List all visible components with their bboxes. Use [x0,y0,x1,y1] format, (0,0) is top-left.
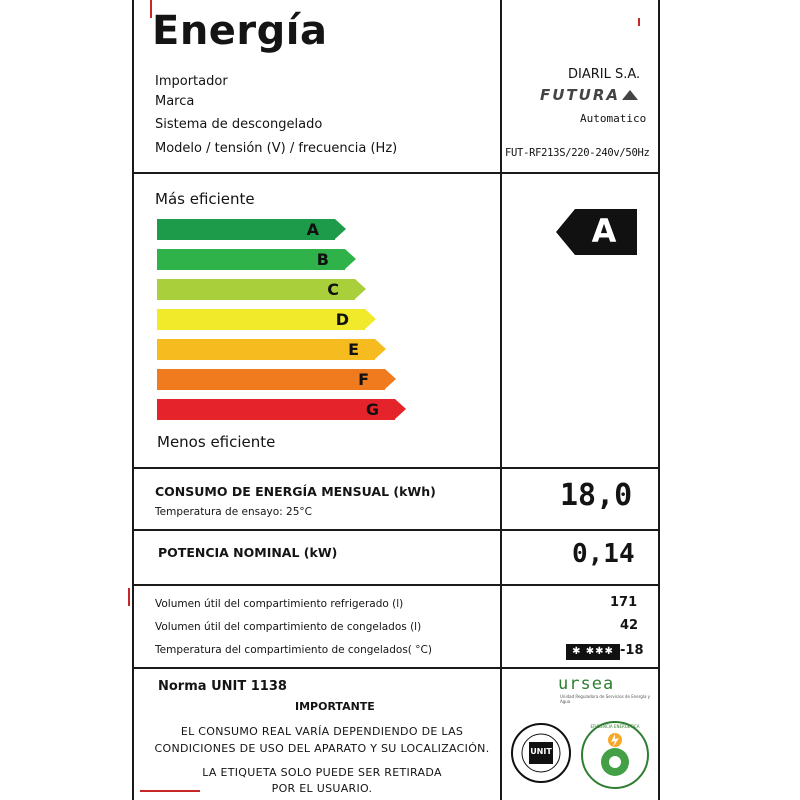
efficiency-bar-letter: F [358,370,369,389]
power-value: 0,14 [572,539,635,569]
efficiency-bar-letter: D [335,310,349,329]
column-divider [500,0,502,800]
consumption-label: CONSUMO DE ENERGÍA MENSUAL (kWh) [155,484,436,499]
efficiency-bar-letter: C [327,280,339,299]
brand-value: FUTURA [540,86,620,104]
divider-5 [132,667,660,669]
model-value: FUT-RF213S/220-240v/50Hz [505,147,650,159]
efficiency-bar-e [157,339,375,360]
ink-mark [638,18,640,26]
efficiency-bar-letter: E [348,340,359,359]
fridge-volume-label: Volumen útil del compartimiento refrigerado (l) [155,598,404,610]
defrost-label: Sistema de descongelado [155,117,323,132]
divider-2 [132,467,660,469]
important-line-3: LA ETIQUETA SOLO PUEDE SER RETIRADA [202,766,442,779]
efficiency-bar-letter: G [365,400,379,419]
unit-seal-text: UNIT [530,747,552,756]
divider-1 [132,172,660,174]
defrost-value: Automatico [580,112,647,125]
efficiency-bar-a [157,219,335,240]
brand-logo [540,86,652,104]
ursea-logo: ursea [558,674,615,694]
importer-label: Importador [155,74,228,89]
test-temperature-label: Temperatura de ensayo: 25°C [155,506,312,518]
left-border [132,0,134,800]
brand-arrow-icon [622,90,638,100]
freezer-volume-value: 42 [620,618,639,633]
freezer-volume-label: Volumen útil del compartimiento de congelados (l) [155,621,422,633]
power-label: POTENCIA NOMINAL (kW) [158,545,338,560]
important-line-4: POR EL USUARIO. [271,782,373,795]
efficiency-bar-letter: B [316,250,329,269]
freezer-star-rating [566,644,620,660]
unit-seal-icon [510,722,572,784]
consumption-value: 18,0 [560,478,633,513]
freezer-temp-label: Temperatura del compartimiento de congelados( °C) [155,644,432,656]
more-efficient-label: Más eficiente [155,190,255,208]
importer-value: DIARIL S.A. [568,67,641,82]
model-label: Modelo / tensión (V) / frecuencia (Hz) [155,141,398,156]
important-heading: IMPORTANTE [295,700,375,713]
efficiency-bar-b [157,249,345,270]
efficiency-bar-f [157,369,385,390]
rating-indicator [556,209,637,255]
norm-label: Norma UNIT 1138 [158,679,287,694]
fridge-volume-value: 171 [610,595,638,610]
freezer-stars-icon: ✱ ✱✱✱ [572,646,614,657]
efficiency-bar-c [157,279,355,300]
ursea-subtitle: Unidad Reguladora de Servicios de Energía y Agua [560,694,651,704]
divider-3 [132,529,660,531]
rating-letter: A [591,212,617,250]
important-line-1: EL CONSUMO REAL VARÍA DEPENDIENDO DE LAS [180,725,464,738]
freezer-temp-value: -18 [620,643,644,658]
efficiency-bar-letter: A [306,220,319,239]
ink-mark [128,588,130,606]
energy-efficiency-seal-icon [580,720,650,790]
less-efficient-label: Menos eficiente [157,433,276,451]
efficiency-seal-text: EFICIENCIA ENERGÉTICA [590,724,640,729]
divider-4 [132,584,660,586]
right-border [658,0,660,800]
efficiency-bar-d [157,309,365,330]
efficiency-bar-g [157,399,395,420]
label-title: Energía [152,8,328,54]
important-line-2: CONDICIONES DE USO DEL APARATO Y SU LOCALIZACIÓN. [154,742,490,755]
brand-label: Marca [155,94,195,109]
